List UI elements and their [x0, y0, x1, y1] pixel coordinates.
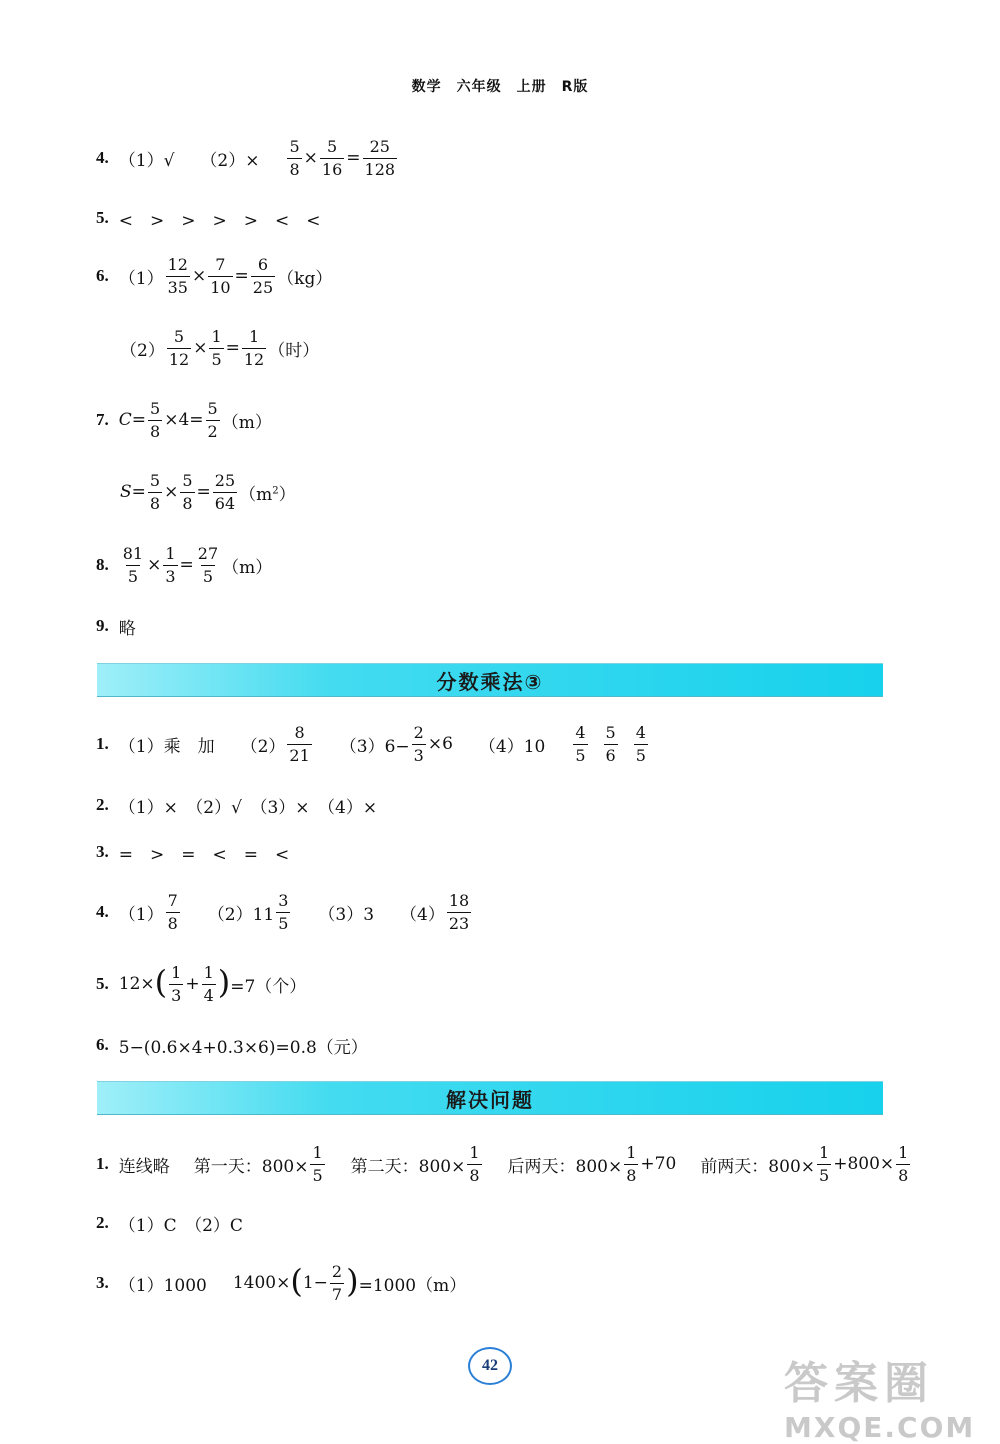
unit: （m）	[221, 412, 272, 433]
fraction: $\frac{5}{6}$	[605, 722, 616, 765]
s1-answer-6	[96, 1023, 368, 1067]
fraction: $\frac{4}{5}$	[635, 722, 646, 765]
answer-part: （2）	[240, 736, 286, 757]
fraction: $\frac{5}{8}$	[149, 470, 161, 513]
section-title: 解决问题	[446, 1087, 534, 1112]
fraction: $\frac{5}{2}$	[207, 398, 218, 441]
question-number: 3.	[96, 1273, 109, 1292]
unit: （m）	[222, 557, 273, 578]
s1-answer-5	[96, 962, 306, 1006]
watermark-text: 答案圈	[784, 1358, 934, 1409]
answer-9	[96, 604, 136, 648]
fraction: $\frac{25}{128}$	[364, 136, 396, 179]
answer-7-c: 7. C = $\frac{5}{8}$ ×4 = $\frac{5}{2}$ （m）	[96, 398, 272, 441]
s1-answer-3	[96, 830, 289, 874]
answer-text: = > = < = <	[118, 844, 290, 865]
fraction: $\frac{1}{3}$	[171, 962, 182, 1005]
fraction: $\frac{6}{25}$	[252, 254, 274, 297]
answer-part: （2）11	[207, 904, 275, 925]
s2-answer-2	[96, 1201, 243, 1245]
fraction: $\frac{5}{8}$	[289, 136, 300, 179]
unit: $(m^2)$	[239, 484, 296, 505]
answer-part: 后两天：800×	[507, 1156, 623, 1177]
expression: 12×	[118, 974, 155, 994]
question-number: 2.	[96, 795, 109, 814]
s1-answer-1	[96, 722, 650, 766]
answer-part: +70	[640, 1154, 677, 1174]
fraction: $\frac{1}{5}$	[312, 1142, 323, 1185]
fraction: $\frac{5}{16}$	[321, 136, 343, 179]
answer-part: 第一天：800×	[193, 1156, 309, 1177]
variable: S	[120, 482, 132, 502]
variable: C	[118, 410, 132, 430]
fraction: $\frac{5}{8}$	[150, 398, 161, 441]
watermark-url: MXQE.COM	[784, 1411, 976, 1444]
question-number: 7.	[96, 410, 109, 429]
unit: （kg）	[277, 268, 333, 289]
question-number: 9.	[96, 616, 109, 635]
answer-part: （2）	[120, 340, 165, 361]
answer-4: 4. （1）√ （2）× $\frac{5}{8}$ × $\frac{5}{16}$ = $\frac{25}{128}$	[96, 136, 396, 179]
fraction: $\frac{8}{21}$	[289, 722, 310, 765]
plus-sign: +	[185, 974, 200, 994]
fraction: $\frac{3}{5}$	[278, 890, 289, 933]
watermark-logo	[784, 1347, 992, 1444]
expression: 1400×	[232, 1273, 291, 1293]
fraction: $\frac{4}{5}$	[575, 722, 586, 765]
fraction: $\frac{5}{12}$	[168, 326, 190, 369]
answer-7-s: S = $\frac{5}{8}$ × $\frac{5}{8}$ = $\frac{25}{64}$ $(m^2)$	[120, 470, 296, 513]
question-number: 4.	[96, 902, 109, 921]
fraction: $\frac{1}{4}$	[203, 962, 214, 1005]
fraction: $\frac{7}{8}$	[167, 890, 178, 933]
question-number: 6.	[96, 1035, 109, 1054]
answer-part: （1）√	[118, 150, 175, 171]
answer-part: 前两天：800×	[700, 1156, 816, 1177]
left-paren: (	[290, 1262, 303, 1300]
answer-6-2: （2） $\frac{5}{12}$ × $\frac{1}{5}$ = $\frac{1}{12}$ （时）	[120, 326, 320, 369]
right-paren: )	[346, 1262, 359, 1300]
fraction: $\frac{12}{35}$	[167, 254, 188, 297]
fraction: $\frac{1}{3}$	[165, 543, 176, 586]
answer-text: 5−(0.6×4+0.3×6)=0.8（元）	[118, 1037, 368, 1058]
fraction: $\frac{1}{8}$	[626, 1142, 637, 1185]
page-number: 42	[468, 1347, 512, 1385]
s1-answer-4	[96, 890, 473, 934]
question-number: 6.	[96, 266, 109, 285]
answer-part: （3）6−	[339, 736, 410, 757]
question-number: 1.	[96, 1154, 109, 1173]
question-number: 2.	[96, 1213, 109, 1232]
expression: =1000（m）	[358, 1275, 467, 1296]
right-paren: )	[217, 963, 231, 1001]
section-header	[97, 663, 883, 697]
fraction: $\frac{5}{8}$	[182, 470, 193, 513]
question-number: 3.	[96, 842, 109, 861]
page-header: 数学 六年级 上册 R版	[411, 79, 589, 95]
fraction: $\frac{7}{10}$	[210, 254, 231, 297]
fraction: $\frac{1}{12}$	[243, 326, 265, 369]
answer-8: 8. $\frac{81}{5}$ × $\frac{1}{3}$ = $\frac{27}{5}$ （m）	[96, 543, 273, 586]
answer-part: ×6	[427, 734, 453, 754]
fraction: $\frac{27}{5}$	[197, 543, 219, 586]
expression: =7（个）	[230, 976, 307, 997]
s1-answer-2	[96, 783, 377, 827]
left-paren: (	[154, 963, 168, 1001]
answer-part: 第二天：800×	[350, 1156, 466, 1177]
answer-part: 连线略	[118, 1156, 170, 1177]
answer-part: （1）	[118, 268, 164, 289]
fraction: $\frac{25}{64}$	[214, 470, 236, 513]
expression: 1−	[302, 1273, 328, 1293]
fraction: $\frac{1}{5}$	[819, 1142, 830, 1185]
question-number: 8.	[96, 555, 109, 574]
s2-answer-3	[96, 1261, 466, 1305]
answer-part: （4）10	[478, 736, 546, 757]
answer-part: （4）	[400, 904, 445, 925]
answer-part: （3）3	[318, 904, 375, 925]
fraction: $\frac{1}{8}$	[469, 1142, 480, 1185]
answer-part: （2）×	[200, 150, 260, 171]
multiplier: ×4	[164, 410, 190, 430]
answer-part: （1）	[118, 904, 164, 925]
section-header	[97, 1081, 883, 1115]
question-number: 5.	[96, 974, 109, 993]
s2-answer-1	[96, 1142, 912, 1186]
answer-part: （1）1000	[118, 1275, 207, 1296]
answer-part: +800×	[833, 1154, 895, 1174]
fraction: $\frac{1}{8}$	[898, 1142, 909, 1185]
answer-part: （1）乘 加	[118, 736, 215, 757]
fraction: $\frac{1}{5}$	[211, 326, 222, 369]
fraction: $\frac{81}{5}$	[122, 543, 144, 586]
answer-text: < > > > > < <	[118, 210, 321, 231]
fraction: $\frac{2}{7}$	[331, 1261, 343, 1304]
section-title: 分数乘法③	[436, 669, 544, 694]
unit: （时）	[268, 340, 320, 361]
question-number: 4.	[96, 148, 109, 167]
answer-6-1: 6. （1） $\frac{12}{35}$ × $\frac{7}{10}$ = $\frac{6}{25}$ （kg）	[96, 254, 333, 297]
answer-text: 略	[118, 618, 136, 639]
question-number: 1.	[96, 734, 109, 753]
question-number: 5.	[96, 208, 109, 227]
answer-5	[96, 196, 320, 240]
fraction: $\frac{18}{23}$	[448, 890, 470, 933]
fraction: $\frac{2}{3}$	[413, 722, 424, 765]
answer-text: （1）C （2）C	[118, 1215, 243, 1236]
answer-text: （1）× （2）√ （3）× （4）×	[118, 797, 378, 818]
